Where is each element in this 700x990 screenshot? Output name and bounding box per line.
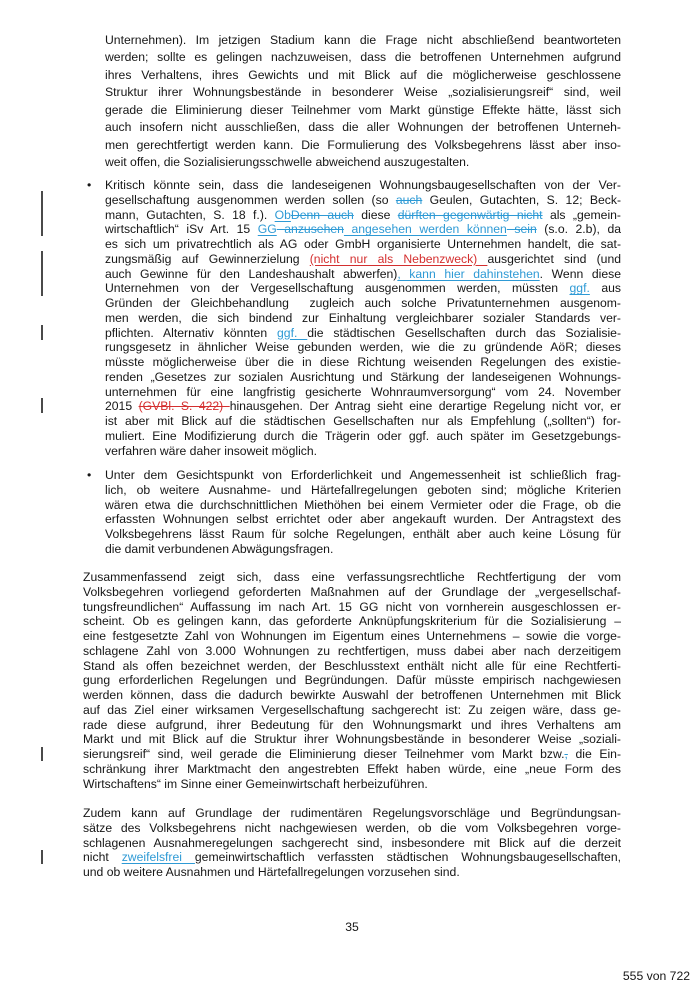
text-run: pflichten. Alternativ könnten — [105, 325, 278, 340]
text-run: erfassten Wohnungen selbst errichtet oder aber angekauft wurden. Der Antragstext des — [105, 512, 621, 527]
text-run: die städtischen Gesellschaften durch das Sozialisie- — [307, 325, 621, 340]
text-line — [105, 326, 621, 341]
text-line — [83, 718, 621, 733]
text-line — [105, 429, 621, 444]
text-line — [83, 673, 621, 688]
deleted-text: Denn auch — [290, 207, 354, 222]
pdf-page-counter: 555 von 722 — [622, 969, 690, 983]
text-line — [105, 267, 621, 282]
text-line — [83, 762, 621, 777]
text-line — [105, 527, 621, 542]
change-bar — [41, 251, 43, 296]
text-line — [105, 49, 621, 66]
text-run: . Wenn diese — [539, 266, 621, 281]
text-line — [105, 340, 621, 355]
change-bar — [41, 398, 43, 413]
text-line — [105, 102, 621, 119]
text-run: Markt und mit Blick auf die Struktur ihrer Wohnungsbestände in besonderer Weise „soziali- — [83, 732, 621, 747]
text-line — [83, 865, 621, 880]
text-run: eine festgesetzte Zahl von Wohnungen im Eigentum eines Unternehmens – sowie die vorge- — [83, 629, 621, 643]
text-run: auf das Ziel einer wirksamen Vergesellschaftung sachgerecht ist: Zu zeigen wäre, dass ge- — [83, 702, 621, 717]
text-line — [83, 644, 621, 659]
text-run: wirtschaftlich“ iSv Art. 15 — [105, 222, 258, 237]
text-run: men gerechtfertigt werden kann. Die Formulierung des Volksbegehrens lässt aber inso- — [105, 137, 621, 152]
text-line — [105, 222, 621, 237]
text-line — [105, 237, 621, 252]
change-bar — [41, 191, 43, 236]
deleted-text: sein — [506, 222, 537, 237]
text-line — [83, 703, 621, 718]
text-run: werden können, dass die dadurch bewirkte Auswahl der betroffenen Unternehmen mit Blick — [83, 688, 621, 702]
text-run: werden; sollte es gelingen nachzuweisen, dass die betroffenen Unternehmen aufgrund — [105, 50, 621, 65]
text-line — [83, 629, 621, 644]
text-line — [105, 296, 621, 311]
text-run: 2015 — [105, 399, 139, 414]
text-line — [105, 355, 621, 370]
text-run: müsste möglicherweise über die in diese Richtung weisenden Regelungen des existie- — [105, 355, 621, 369]
text-line — [105, 399, 621, 414]
paragraph-intro — [105, 32, 621, 172]
text-line — [105, 385, 621, 400]
inserted-text: GG — [257, 222, 277, 237]
text-line — [105, 67, 621, 84]
text-line — [105, 32, 621, 49]
text-run: tungsfreundlichen“ Auffassung im nach Art. 15 GG nicht von vornherein ausgeschlossen er- — [83, 599, 621, 614]
text-run: gerade die Eliminierung dieser Teilnehmer vom Markt günstige Effekte hätte, lässt sich — [105, 102, 621, 117]
text-line — [105, 193, 621, 208]
text-run: und ob weitere Ausnahmen und Härtefallregelungen vorzusehen sind. — [83, 865, 460, 879]
text-run: Zudem kann auf Grundlage der rudimentären Regelungsvorschläge und Begründungsan- — [83, 806, 621, 820]
text-line — [83, 850, 621, 865]
text-run: (s.o. 2.b), da — [536, 222, 621, 237]
inserted-text: ggf. — [569, 281, 590, 296]
text-run: als „gemein- — [542, 207, 621, 222]
text-line — [105, 154, 621, 171]
text-run: verfahren wäre daher insoweit möglich. — [105, 443, 318, 458]
text-run: rungsgesetz in ähnlicher Weise gebunden werden, wie die zu gründende AöR; dieses — [105, 340, 621, 355]
inserted-text: ggf. — [277, 325, 308, 340]
text-run: ist aber mit Blick auf die städtischen Gesellschaften nur als Empfehlung („sollten“) for- — [105, 414, 621, 428]
text-run: Gründen der Gleichbehandlung zugleich auch solche Privatunternehmen ausgenom- — [105, 296, 621, 310]
text-run: Unternehmen). Im jetzigen Stadium kann die Frage nicht abschließend beantworteten — [105, 33, 621, 47]
text-line — [105, 281, 621, 296]
text-line — [83, 806, 621, 821]
text-line — [83, 688, 621, 703]
text-run: gesellschaftung ausgenommen werden sollen (so — [105, 192, 396, 207]
text-run: renden „Gesetzes zur sozialen Ausrichtung und Stärkung der landeseigenen Wohnungs- — [105, 369, 621, 384]
inserted-text: angesehen werden können — [343, 222, 507, 237]
text-line — [105, 84, 621, 101]
text-run: Geulen, Gutachten, S. 12; Beck- — [422, 192, 621, 207]
text-run: schlagenen Ausnahmeregelungen sachgerecht sind, insbesondere mit Blick auf die derzeit — [83, 835, 621, 850]
text-run: weit offen, die Sozialisierungsschwelle abweichend auszugestalten. — [105, 155, 470, 170]
text-run: Kritisch könnte sein, dass die landeseigenen Wohnungsbaugesellschaften von der Ver- — [105, 178, 621, 192]
text-run: ihres Verhaltens, ihres Gewichts und mit Blick auf die möglicherweise geschlossene — [105, 67, 621, 82]
paragraph-zudem — [83, 806, 621, 880]
inserted-text: Ob — [274, 207, 291, 222]
text-run: zungsmäßig auf Gewinnerzielung — [105, 251, 310, 266]
text-run: wären etwa die durchschnittlichen Miethöhen bei einem Vermieter oder die Frage, ob die — [105, 497, 621, 512]
text-run: schränkung ihrer Marktmacht den angestrebten Effekt haben würde, eine „neue Form des — [83, 761, 621, 776]
text-line — [83, 585, 621, 600]
bullet-marker: • — [87, 178, 92, 192]
text-run: sätze des Volksbegehrens nicht nachgewiesen werden, ob die vom Volksbegehren vorge- — [83, 820, 621, 835]
change-bar — [41, 325, 43, 340]
text-run: nicht — [83, 850, 122, 865]
paragraph-zusammenfassend — [83, 570, 621, 791]
deleted-text: , — [564, 747, 568, 761]
text-run: Unternehmen von der Vergesellschaftung ausgenommen werden, müssten — [105, 281, 570, 296]
text-line — [105, 542, 621, 557]
text-line — [105, 414, 621, 429]
bullet-item-vergesellschaftung — [105, 178, 621, 458]
deleted-text: anzusehen — [276, 222, 344, 237]
text-run: Wirtschaftens“ im Sinne einer Gemeinwirtschaft herbeizuführen. — [83, 776, 428, 791]
text-run: hinausgehen. Der Antrag sieht eine derartige Regelung nicht vor, er — [229, 399, 621, 414]
text-line — [83, 821, 621, 836]
text-run: es sich um privatrechtlich als AG oder GmbH organisierte Unternehmen handelt, die sat- — [105, 237, 621, 251]
text-run: auch insofern nicht ausschließen, dass die aller Wohnungen der betroffenen Unterneh- — [105, 120, 621, 135]
text-run: die Ein- — [567, 747, 621, 761]
text-line — [83, 600, 621, 615]
change-bar — [41, 747, 43, 761]
bullet-marker: • — [87, 468, 92, 482]
text-line — [105, 311, 621, 326]
text-line — [83, 836, 621, 851]
text-run: Zusammenfassend zeigt sich, dass eine verfassungsrechtliche Rechtfertigung der vom — [83, 570, 621, 584]
deleted-text-red: (GVBl. S. 422) — [138, 399, 230, 414]
text-line — [83, 570, 621, 585]
text-run: gung erforderlichen Regelungen und Begründungen. Dafür müsste empirisch nachgewiesen — [83, 673, 621, 688]
text-line — [105, 137, 621, 154]
inserted-text: , kann hier dahinstehen — [397, 266, 540, 281]
text-line — [105, 252, 621, 267]
text-line — [83, 614, 621, 629]
text-line — [105, 468, 621, 483]
text-run: sierungsreif“ sind, weil gerade die Eliminierung dieser Teilnehmer vom Markt bzw. — [83, 747, 565, 761]
text-line — [83, 732, 621, 747]
text-line — [105, 483, 621, 498]
text-line — [105, 512, 621, 527]
text-run: Volksbegehrens lässt Raum für solche Regelungen, enthält aber auch keine Lösung für — [105, 527, 621, 541]
text-line — [83, 747, 621, 762]
text-run: scheint. Ob es gelingen kann, das geforderte Anknüpfungskriterium für die Sozialisierung – — [83, 614, 621, 629]
deleted-text: dürften gegenwärtig nicht — [397, 207, 543, 222]
text-run: men werden, die sich bindend zur Einhaltung vergleichbarer sozialer Standards ver- — [105, 310, 621, 325]
text-run: muliert. Eine Modifizierung durch die Trägerin oder ggf. auch später im Gesetzgebungs- — [105, 428, 621, 443]
text-run: Unter dem Gesichtspunkt von Erforderlichkeit und Angemessenheit ist schließlich frag- — [105, 468, 621, 482]
text-run: Stand als offen bezeichnet werden, der Beschlusstext enthält nicht alle für eine Rechtferti- — [83, 658, 621, 673]
text-line — [105, 498, 621, 513]
deleted-text: auch — [395, 192, 423, 207]
text-run: aus — [589, 281, 621, 296]
text-run: gemeinwirtschaftlich verfassten städtischen Wohnungsbaugesellschaften, — [194, 850, 621, 865]
text-line — [83, 777, 621, 792]
text-run: diese — [353, 207, 398, 222]
page-number: 35 — [345, 920, 359, 934]
inserted-text: zweifelsfrei — [121, 850, 195, 865]
text-run: auch Gewinne für den Landeshaushalt abwerfen) — [105, 266, 398, 281]
text-line — [105, 370, 621, 385]
text-run: rade diese aufgrund, ihrer Bedeutung für den Wohnungsmarkt und ihres Verhaltens am — [83, 717, 621, 732]
text-run: unternehmen für eine langfristig gesicherte Wohnraumversorgung“ vom 24. November — [105, 384, 621, 399]
text-line — [105, 444, 621, 459]
text-run: mann, Gutachten, S. 18 f.). — [105, 207, 275, 222]
text-run: die damit verbundenen Abwägungsfragen. — [105, 541, 334, 556]
text-run: lich, ob weitere Ausnahme- und Härtefallregelungen geboten sind; mögliche Kriterien — [105, 482, 621, 497]
text-run: schlagene Zahl von 3.000 Wohnungen zu rechtfertigen, muss dabei aber nach derzeitigem — [83, 643, 621, 658]
text-line — [105, 208, 621, 223]
text-run: Struktur ihrer Wohnungsbestände in besonderer Weise „sozialisierungsreif“ sind, weil — [105, 85, 621, 100]
inserted-text-red: (nicht nur als Nebenzweck) — [309, 251, 488, 266]
bullet-item-erforderlichkeit — [105, 468, 621, 557]
text-run: ausgerichtet sind (und — [487, 251, 621, 266]
change-bar — [41, 850, 43, 864]
text-run: Volksbegehren vorliegend geforderten Maßnahmen auf der Grundlage der „vergesellschaf- — [83, 584, 621, 599]
text-line — [83, 659, 621, 674]
text-line — [105, 178, 621, 193]
text-line — [105, 119, 621, 136]
